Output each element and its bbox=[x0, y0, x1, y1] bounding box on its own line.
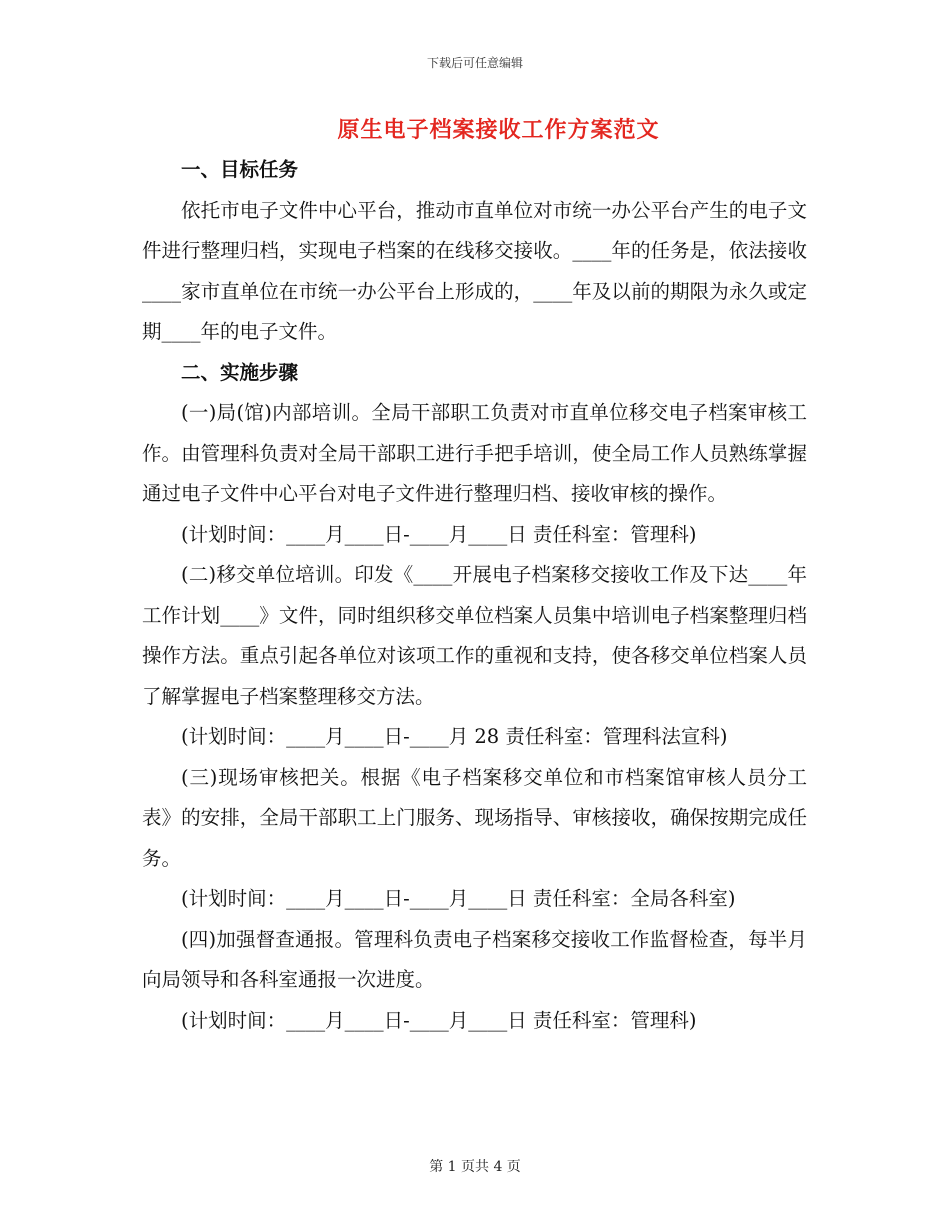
paragraph-goals: 依托市电子文件中心平台，推动市直单位对市统一办公平台产生的电子文件进行整理归档，实现电子档案的在线移交接收。____年的任务是，依法接收____家市直单位在市统一办公平台上形成的，____年及以前的期限为永久或定期____年的电子文件。 bbox=[142, 198, 807, 343]
document-body bbox=[142, 150, 807, 1041]
paragraph-step-4: (四)加强督查通报。管理科负责电子档案移交接收工作监督检查，每半月向局领导和各科室通报一次进度。 bbox=[142, 927, 807, 991]
page-footer: 第 1 页共 4 页 bbox=[429, 1159, 521, 1175]
plan-time-step-3: (计划时间：____月____日-____月____日 责任科室：全局各科室) bbox=[181, 887, 736, 910]
section-heading-goals: 一、目标任务 bbox=[181, 158, 299, 181]
plan-time-step-1: (计划时间：____月____日-____月____日 责任科室：管理科) bbox=[181, 522, 697, 546]
section-heading-steps: 二、实施步骤 bbox=[181, 360, 299, 384]
plan-time-step-4: (计划时间：____月____日-____月____日 责任科室：管理科) bbox=[181, 1008, 697, 1032]
header-note: 下载后可任意编辑 bbox=[426, 56, 523, 70]
paragraph-step-2: (二)移交单位培训。印发《____开展电子档案移交接收工作及下达____年工作计划____》文件，同时组织移交单位档案人员集中培训电子档案整理归档操作方法。重点引起各单位对该项工作的重视和支持，使各移交单位档案人员了解掌握电子档案整理移交方法。 bbox=[142, 563, 807, 708]
paragraph-step-1: (一)局(馆)内部培训。全局干部职工负责对市直单位移交电子档案审核工作。由管理科负责对全局干部职工进行手把手培训，使全局工作人员熟练掌握通过电子文件中心平台对电子文件进行整理归档、接收审核的操作。 bbox=[142, 401, 807, 505]
document-title: 原生电子档案接收工作方案范文 bbox=[337, 117, 660, 143]
paragraph-step-3: (三)现场审核把关。根据《电子档案移交单位和市档案馆审核人员分工表》的安排，全局干部职工上门服务、现场指导、审核接收，确保按期完成任务。 bbox=[142, 765, 807, 870]
plan-time-step-2: (计划时间：____月____日-____月 28 责任科室：管理科法宣科) bbox=[181, 725, 728, 748]
